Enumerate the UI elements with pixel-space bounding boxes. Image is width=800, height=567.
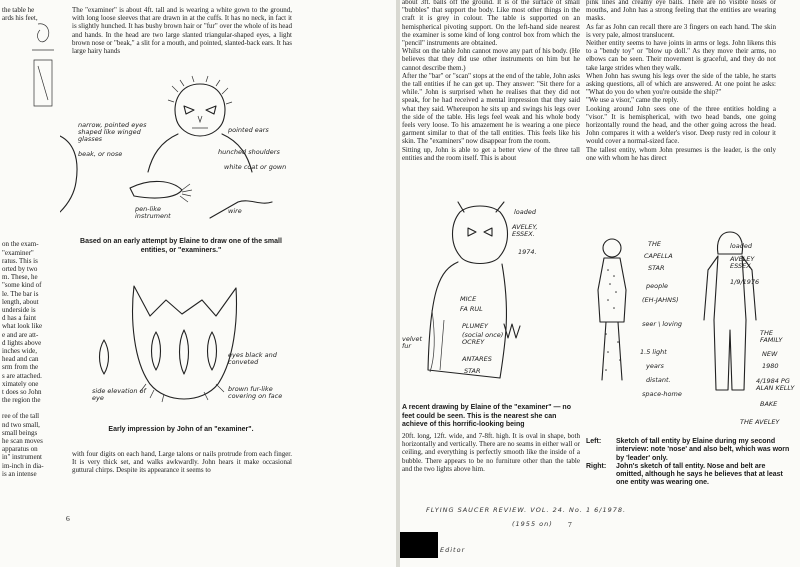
paragraph: 20ft. long, 12ft. wide, and 7-8ft. high. It is oval in shape, both horizontally and vertically. There are no seams in either wall or ceiling, and everything is perfectly smooth like the inside of a bubble. There appears to be no furniture other than the table and the two lights above him.: [402, 432, 580, 473]
label-side-elevation: side elevation of eye: [92, 387, 146, 402]
label-place: AVELEY, ESSEX.: [512, 223, 538, 238]
margin-fragment: ree of the tall: [2, 412, 40, 421]
margin-fragment: in" instrument: [2, 453, 42, 462]
footer-sub: (1955 on): [512, 520, 553, 528]
margin-fragment: m. These, he: [2, 273, 38, 282]
label-date: 1/9/1976: [730, 278, 760, 286]
caption-john-impression: Early impression by John of an "examiner".: [108, 426, 254, 433]
redaction-block: [400, 532, 438, 558]
right-page: [400, 0, 800, 567]
margin-fragment: nd two small,: [2, 420, 40, 429]
margin-fragment: "examiner": [2, 248, 34, 257]
margin-fragment: on the exam-: [2, 240, 39, 249]
label-star2: STAR: [648, 264, 665, 272]
page-number: 6: [66, 514, 70, 523]
label-space-home: space-home: [642, 390, 682, 398]
label-loaded2: loaded: [730, 242, 753, 250]
caption-row-right: [586, 463, 790, 488]
label-loaded: loaded: [514, 208, 537, 216]
margin-fragment: the table he: [2, 6, 35, 14]
margin-note-4: 4/1984 PG ALAN KELLY: [756, 377, 795, 392]
margin-fragment: s are attached.: [2, 371, 42, 380]
caption-recent-drawing: A recent drawing by Elaine of the "examiner" — no feet could be seen. This is the nearest she can achieve of this horrific-looking being: [402, 404, 571, 428]
right-col2-text: [586, 0, 776, 162]
margin-fragment: d has a faint: [2, 314, 37, 323]
page-number: 7: [568, 520, 572, 529]
caption-tall-entities: [586, 438, 790, 488]
margin-fragment: t does so John: [2, 388, 42, 397]
paragraph: pink lines and creamy eye balls. There are no visible noses or mouths, and John has a strong feeling that the entities are wearing masks. As far as John can recall there are 3 fingers on each hand. The skin is very pale, almost translucent. Neither entity seems to have joints in arms or legs. John likens this to a "bendy toy" or "blow up doll." As they move their arms, no elbows can be seen. Their movement is graceful, and they do not take large strides when they walk. When John has swung his legs over the side of the table, he starts asking questions, all of which are answered. At one point he asks: "What do you do when you're outside the ship?" "We use a visor," came the reply. Looking around John sees one of the three entities holding a "visor." It is hemispherical, with two head bands, one going horizontally round the head, and the other going across the head. John compares it with a welder's visor. Deep rusty red in colour it would cover a normal-sized face. The tallest entity, whom John presumes is the leader, is the only one with whom he has direct: [586, 0, 776, 162]
margin-fragment: im-inch in dia-: [2, 461, 44, 470]
label-eyes-black: eyes black and conveted: [228, 351, 277, 366]
margin-fragment: d lights above: [2, 338, 42, 347]
margin-fragment: e and are att-: [2, 330, 39, 339]
margin-fragment: le. The bar is: [2, 289, 39, 298]
label-ocrey: (social once) OCREY: [462, 331, 504, 346]
margin-fragment: head and can: [2, 355, 39, 364]
caption-text: John's sketch of tall entity. Nose and belt are omitted, although he says he believes that at least one entity was wearing one.: [616, 462, 783, 487]
label-mice: MICE: [460, 295, 477, 303]
label-eyes: narrow, pointed eyes shaped like winged glasses: [78, 121, 147, 143]
margin-fragment: is an intense: [2, 469, 37, 478]
label-capella: CAPELLA: [644, 252, 673, 260]
label-people: people: [646, 282, 669, 290]
margin-fragment: underside is: [2, 306, 36, 315]
paragraph: about 3ft. balls off the ground. It is of the surface of small "bubbles" that support the body. Like most other things in the craft it is grey in colour. The table is supported on an hemispherical pivoting support. On the left-hand side nearest the examiner is some kind of long control box from which the "pencil" instruments are obtained. Whilst on the table John cannot move any part of his body. (He believes that they did use other instruments on him but he cannot describe them.) After the "bar" or "scan" stops at the end of the table, John asks the tall entities if he can get up. They answer: "Sit there for a while." John is surprised when he realises that they did not speak, for he had received a mental impression that they said what they said. Whereupon he sits up and swings his legs over the side of the table. His legs feel weak and his whole body feels very loose. To his amazement he is wearing a one piece garment similar to that of the tall entities. This feels like his skin. The "examiners" now disappear from the room. Sitting up, John is able to get a better view of the three tall entities and the room itself. This is about: [402, 0, 580, 162]
margin-note-5: BAKE: [760, 400, 778, 408]
label-eh-jahns: (EH-JAHNS): [642, 296, 679, 304]
margin-note-1: THE FAMILY: [760, 329, 783, 344]
label-year: 1974.: [518, 248, 537, 256]
margin-fragment: "some kind of: [2, 281, 42, 290]
margin-note-3: 1980: [762, 362, 779, 370]
paragraph: with four digits on each hand, Large talons or nails protrude from each finger. It is very thick set, and walks awkwardly. John hears it make occasional guttural chirps. Despite its appearance it seems to: [72, 450, 292, 475]
label-pen: pen-like instrument: [135, 205, 171, 220]
footer-editor: Editor: [440, 546, 466, 554]
margin-fragment: orted by two: [2, 265, 38, 274]
left-top-text: [72, 6, 292, 55]
margin-fragment: ratus. This is: [2, 256, 38, 265]
label-wire: wire: [228, 207, 242, 215]
margin-fragment: he scan moves: [2, 437, 43, 446]
margin-note-6: THE AVELEY: [740, 418, 780, 426]
margin-note-2: NEW: [762, 350, 778, 358]
right-col1-text: [402, 0, 580, 162]
label-shoulders: hunched shoulders: [218, 148, 280, 156]
caption-key: Right:: [586, 462, 607, 470]
margin-fragment: ximately one: [2, 379, 39, 388]
label-pointed-ears: pointed ears: [228, 126, 269, 134]
label-brown-fur: brown fur-like covering on face: [228, 385, 283, 400]
label-distant: distant.: [646, 376, 671, 384]
label-seer: seer \ loving: [642, 320, 683, 328]
margin-fragment: srm from the: [2, 363, 39, 372]
margin-fragment: length, about: [2, 297, 39, 306]
label-farul: FA RUL: [460, 305, 483, 313]
caption-text: Sketch of tall entity by Elaine during my second interview: note 'nose' and also belt, which was worn by 'leader' only.: [616, 438, 790, 462]
label-light: 1.5 light: [640, 348, 667, 356]
label-antares: ANTARES: [462, 355, 492, 363]
margin-fragment: apparatus on: [2, 445, 38, 454]
margin-fragment: [2, 404, 62, 412]
handwritten-annotation: [28, 20, 58, 110]
left-bottom-text: [72, 450, 292, 475]
right-mid-bottom-text: [402, 432, 580, 473]
footer-stamp: FLYING SAUCER REVIEW. VOL. 24. No. 1 6/1978.: [426, 506, 627, 514]
label-years: years: [646, 362, 664, 370]
label-the: THE: [648, 240, 661, 248]
margin-fragment: what look like: [2, 322, 43, 331]
label-star: STAR: [464, 367, 481, 375]
label-beak: beak, or nose: [78, 150, 123, 158]
margin-fragment: inches wide,: [2, 347, 37, 356]
caption-elaine-attempt: Based on an early attempt by Elaine to draw one of the small entities, or "examiners.": [80, 238, 282, 254]
margin-fragment: ards his feet,: [2, 14, 38, 23]
caption-key: Left:: [586, 438, 602, 445]
label-aveley: AVELEY ESSEX: [730, 255, 755, 270]
margin-fragment: the region the: [2, 396, 41, 405]
paragraph: The "examiner" is about 4ft. tall and is wearing a white gown to the ground, with long loose sleeves that are drawn in at the cuffs. It has no neck, in fact it is slightly hunched. It has bushy brown hair or "fur" over the whole of its head and hands. In the head are two large slanted triangular-shaped eyes, a light brown nose or "beak," a slit for a mouth, and pointed, slanted-back ears. It has large hairy hands: [72, 6, 292, 56]
caption-row-left: [586, 438, 790, 463]
margin-fragment: small beings: [2, 428, 38, 437]
label-coat: white coat or gown: [224, 163, 287, 171]
label-velvet-fur: velvet fur: [402, 335, 423, 350]
left-page: [0, 0, 396, 567]
label-plumey: PLUMEY: [462, 322, 488, 330]
